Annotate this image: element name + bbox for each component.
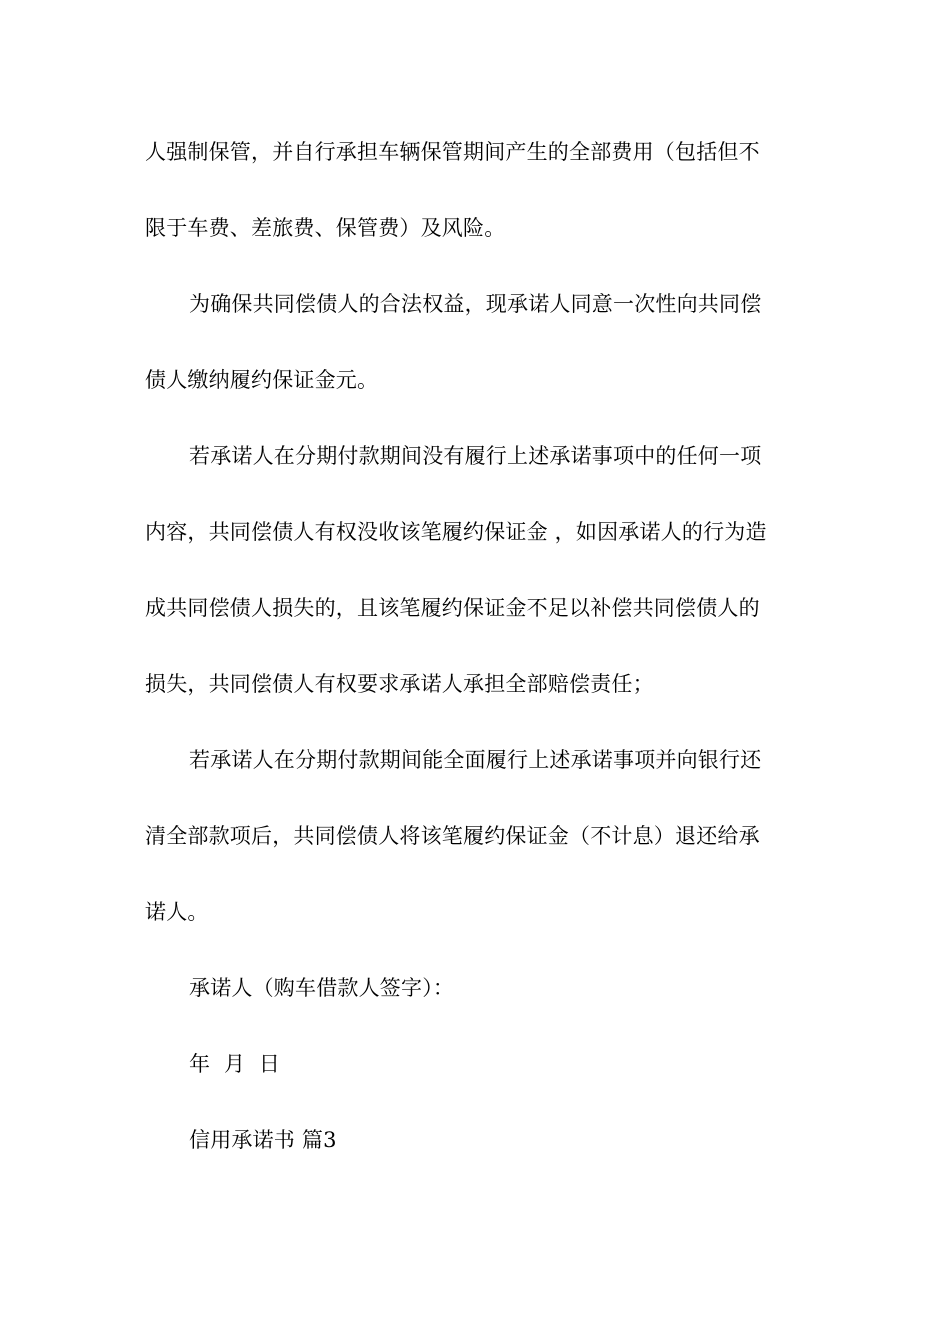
paragraph-line-10: 清全部款项后，共同偿债人将该笔履约保证金（不计息）退还给承 bbox=[145, 824, 760, 848]
paragraph-line-6: 内容，共同偿债人有权没收该笔履约保证金 ，如因承诺人的行为造 bbox=[145, 520, 767, 544]
paragraph-line-9: 若承诺人在分期付款期间能全面履行上述承诺事项并向银行还 bbox=[189, 748, 762, 772]
date-line: 年 月 日 bbox=[189, 1052, 281, 1076]
paragraph-line-3: 为确保共同偿债人的合法权益，现承诺人同意一次性向共同偿 bbox=[189, 292, 762, 316]
paragraph-line-5: 若承诺人在分期付款期间没有履行上述承诺事项中的任何一项 bbox=[189, 444, 762, 468]
paragraph-line-11: 诺人。 bbox=[145, 900, 209, 924]
signature-label: 承诺人（购车借款人签字）： bbox=[189, 976, 455, 1000]
paragraph-line-7: 成共同偿债人损失的，且该笔履约保证金不足以补偿共同偿债人的 bbox=[145, 596, 760, 620]
paragraph-line-8: 损失，共同偿债人有权要求承诺人承担全部赔偿责任； bbox=[145, 672, 654, 696]
paragraph-line-1: 人强制保管，并自行承担车辆保管期间产生的全部费用（包括但不 bbox=[145, 140, 760, 164]
paragraph-line-2: 限于车费、差旅费、保管费）及风险。 bbox=[145, 216, 506, 240]
paragraph-line-4: 债人缴纳履约保证金元。 bbox=[145, 368, 379, 392]
section-heading: 信用承诺书 篇3 bbox=[189, 1128, 337, 1152]
